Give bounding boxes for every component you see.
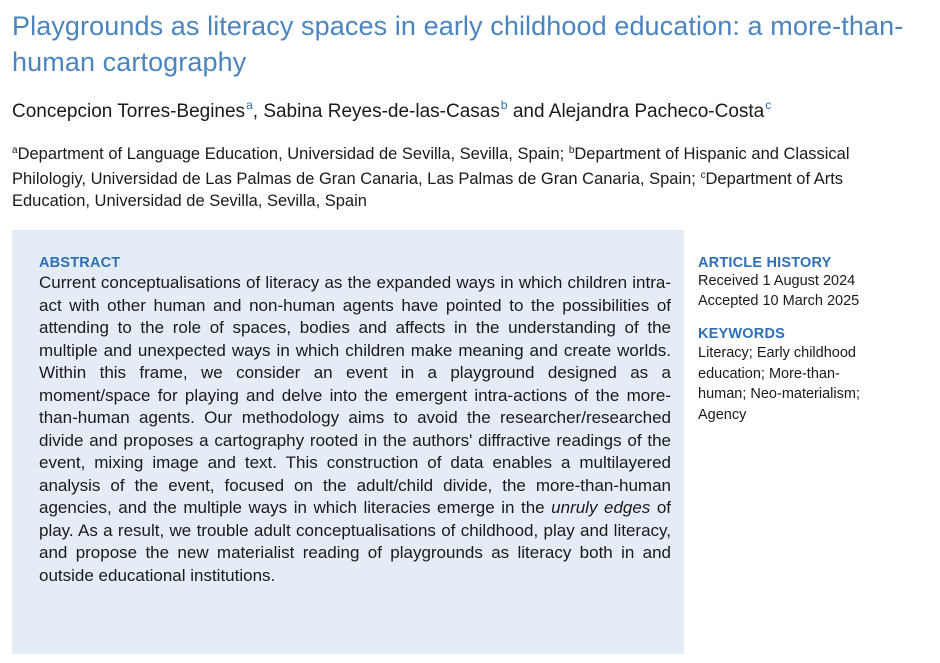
affiliation-text: Department of Hispanic and Classical Philologiy, Universidad de Las Palmas de Gran Canaria, Las Palmas de Gran Canaria, Spain;: [12, 145, 850, 188]
author-separator: ,: [252, 101, 264, 122]
abstract-text-part: Current conceptualisations of literacy as the expanded ways in which children intra-act with other human and non-human agents have pointed to the possibilities of attending to the role of spaces, bodies and affects in the understanding of the multiple and unexpected ways in which children make meaning and create worlds. Within this frame, we consider an event in a playground designed as a moment/space for playing and delve into the emergent intra-actions of the more-than-human agents. Our methodology aims to avoid the researcher/researched divide and proposes a cartography rooted in the authors' diffractive readings of the event, mixing image and text. This construction of data enables a multilayered analysis of the event, focused on the adult/child divide, the more-than-human agencies, and the multiple ways in which literacies emerge in the: [39, 273, 671, 517]
author-list: [12, 92, 922, 125]
author-name: Alejandra Pacheco-Costa: [548, 101, 765, 122]
article-sidebar: [698, 254, 898, 425]
affiliation-marker: c: [700, 170, 706, 181]
author-separator: and: [507, 101, 549, 122]
affiliation-text: Department of Arts Education, Universidad de Sevilla, Sevilla, Spain: [12, 170, 844, 210]
affiliation-text: Department of Language Education, Universidad de Sevilla, Sevilla, Spain;: [17, 145, 569, 163]
article-title: Playgrounds as literacy spaces in early childhood education: a more-than-human cartography: [12, 11, 904, 77]
affiliations: [12, 140, 912, 212]
author-affiliation-marker: a: [246, 98, 253, 112]
author-name: Concepcion Torres-Begines: [12, 101, 246, 122]
abstract-box: [12, 230, 684, 654]
keywords-heading: KEYWORDS: [698, 326, 785, 342]
abstract-content: [39, 254, 671, 587]
author-name: Sabina Reyes-de-las-Casas: [263, 101, 500, 122]
author-affiliation-marker: b: [500, 98, 508, 112]
accepted-date: Accepted 10 March 2025: [698, 292, 860, 309]
keywords-list: Literacy; Early childhood education; More-than-human; Neo-materialism; Agency: [698, 345, 860, 423]
affiliation-marker: a: [12, 145, 18, 156]
affiliation-marker: b: [568, 145, 575, 156]
article-history-heading: ARTICLE HISTORY: [698, 255, 832, 271]
abstract-italic-phrase: unruly edges: [551, 498, 651, 517]
abstract-heading: ABSTRACT: [39, 255, 121, 271]
author-affiliation-marker: c: [765, 98, 772, 112]
abstract-text: [39, 272, 671, 587]
abstract-text-part: of play. As a result, we trouble adult conceptualisations of childhood, play and literacy, and propose the new materialist reading of playgrounds as literacy both in and outside educational institutions.: [39, 498, 672, 585]
received-date: Received 1 August 2024: [698, 273, 856, 289]
